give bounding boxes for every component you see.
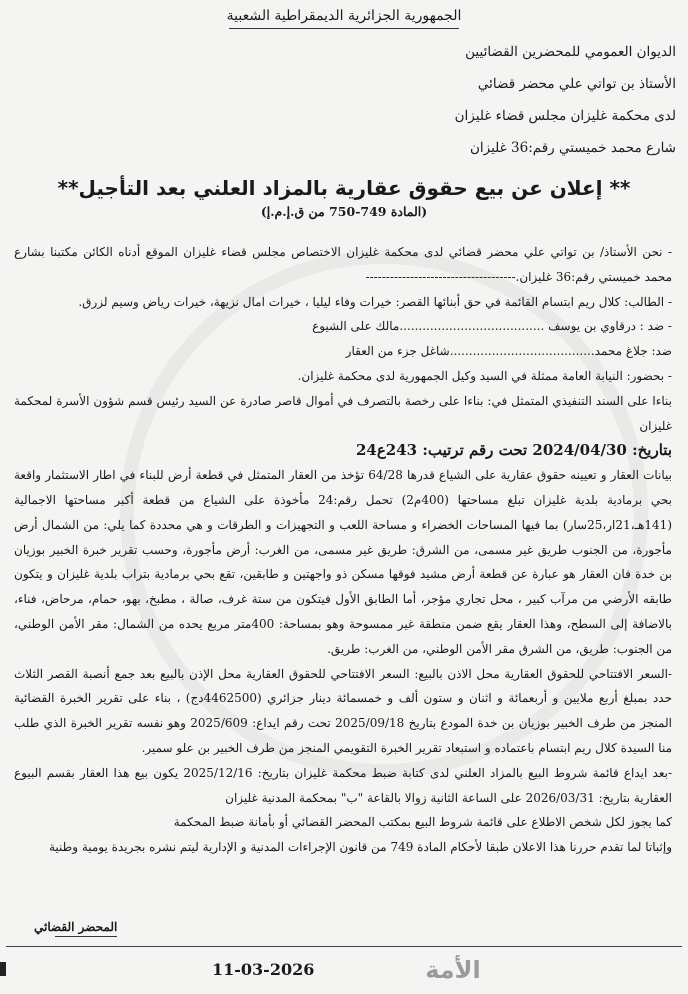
court-name: لدى محكمة غليزان مجلس قضاء غليزان bbox=[454, 108, 676, 124]
republic-text: الجمهورية الجزائرية الديمقراطية الشعبية bbox=[226, 8, 462, 24]
bailiff-paragraph: - نحن الأستاذ/ بن تواتي علي محضر قضائي لدى محكمة غليزان الاختصاص مجلس قضاء غليزان الموقع أدناه الكائن مكتبنا بشارع محمد خميستي رقم:36 غليزان.------------------------------------- bbox=[14, 245, 673, 284]
publication-date: 11-03-2026 bbox=[212, 960, 315, 979]
bailiff-name: الأستاذ بن تواتي علي محضر قضائي bbox=[477, 76, 676, 92]
signature-block bbox=[34, 920, 117, 937]
prosecution-paragraph: - بحضور: النيابة العامة ممثلة في السيد وكيل الجمهورية لدى محكمة غليزان. bbox=[297, 368, 672, 383]
newspaper-logo: الأمة bbox=[425, 956, 481, 984]
inspection-paragraph: كما يجوز لكل شخص الاطلاع على قائمة شروط البيع بمكتب المحضر القضائي أو بأمانة ضبط المحكمة bbox=[173, 815, 672, 830]
office-name: الديوان العمومي للمحضرين القضائيين bbox=[465, 44, 676, 60]
page-edge-mark bbox=[0, 962, 6, 976]
opening-price-paragraph: -السعر الافتتاحي للحقوق العقارية محل الاذن بالبيع: السعر الافتتاحي للحقوق العقارية محل الإذن بالبيع بعد جمع أنصبة القصر الثلاث حدد بمبلغ أربع ملايين و أربعمائة و اثنان و ستون ألف و خمسمائة دينار جزائري (4462500دج) ، بناء على تقرير الخبرة القضائية المنجز من طرف الخبير بوزيان بن خدة المودع بتاريخ 2025/09/18 تحت رقم ايداع: 2025/609 وهو نفسه تقرير الخبرة الذي طلب منا السيدة كلال ريم ابتسام باعتماده و استبعاد تقرير الخبرة التقويمي المنجز من طرف الخبير بن علو سمير. bbox=[14, 666, 672, 755]
property-description-paragraph: بيانات العقار و تعيينه حقوق عقارية على الشياع قدرها 64/28 تؤخذ من العقار المتمثل في قطعة أرض للبناء في اطار الاستثمار واقعة بحي برمادية بلدية غليزان تبلغ مساحتها (400م2) تحمل رقم:24 مأخوذة على الشياع من قطعة أكبر مساحتها الاجمالية (141هـ،21ار،25سار) بما فيها المساحات الخضراء و مساحة اللعب و التجهيزات و الطرقات و هي محددة كما يلي: من الشمال أرض مأجورة، من الجنوب طريق غير مسمى، من الشرق: طريق غير مسمى، من الغرب: أرض مأجورة، وحسب تقرير خبرة الخبير بوزيان بن خدة فان العقار هو عبارة عن قطعة أرض مشيد فوقها مسكن ذو واجهتين و طابقين، تقع بحي برمادية بتراب بلدية غليزان و يتكون طابقه الأرضي من مرآب كبير ، محل تجاري مؤجر، أما الطابق الأول فيتكون من ستة غرف، صالة ، مطبخ، بهو، حمام، مرحاض، فناء، بالاضافة إلى السطح، وهذا العقار يقع ضمن منطقة غير ممسوحة وهو بمساحة: 400متر مربع يحده من الشمال: مقر الأمن الوطني، من الجنوب: طريق، من الشرق مقر الأمن الوطني، من الغرب: طريق. bbox=[14, 468, 673, 656]
heading-underline bbox=[229, 28, 459, 29]
signature-underline bbox=[55, 936, 117, 937]
signature-label: المحضر القضائي bbox=[34, 920, 118, 934]
notice-title: ** إعلان عن بيع حقوق عقارية بالمزاد العلني بعد التأجيل** bbox=[57, 176, 631, 200]
title-deed-paragraph: بناءا على السند التنفيذي المتمثل في: بناءا على رخصة بالتصرف في أموال قاصر صادرة عن السيد رئيس قسم شؤون الأسرة لمحكمة غليزان bbox=[14, 393, 672, 433]
applicant-paragraph: - الطالب: كلال ريم ابتسام القائمة في حق أبنائها القصر: خيرات وفاء ليليا ، خيرات امال نزيهة، خيرات رياض وسيم لزرق. bbox=[78, 294, 672, 309]
closing-paragraph: وإثباتا لما تقدم حررنا هذا الاعلان طبقا لأحكام المادة 749 من قانون الإجراءات المدنية و الإدارية ليتم نشره بجريدة يومية وطنية bbox=[48, 840, 672, 855]
respondent-2-paragraph: ضد: جلاغ محمد......................................شاغل جزء من العقار bbox=[345, 344, 672, 359]
notice-subtitle: (المادة 749-750 من ق.إ.م.إ) bbox=[260, 204, 428, 219]
footer-divider bbox=[6, 946, 682, 947]
office-address: شارع محمد خميستي رقم:36 غليزان bbox=[469, 140, 676, 156]
respondent-1-paragraph: - ضد : درقاوي بن يوسف ......................................مالك على الشيوع bbox=[312, 319, 672, 334]
notice-body bbox=[14, 240, 672, 860]
republic-heading bbox=[0, 8, 688, 29]
sale-date-paragraph: -بعد ايداع قائمة شروط البيع بالمزاد العلني لدى كتابة ضبط محكمة غليزان بتاريخ: 2025/12/16 يكون بيع هذا العقار بقسم البيوع العقارية بتاريخ: 2026/03/31 على الساعة الثانية زوالا بالقاعة "ب" بمحكمة المدنية غليزان bbox=[14, 765, 672, 805]
deed-date-paragraph: بتاريخ: 2024/04/30 تحت رقم ترتيب: 243ع24 bbox=[355, 441, 672, 460]
